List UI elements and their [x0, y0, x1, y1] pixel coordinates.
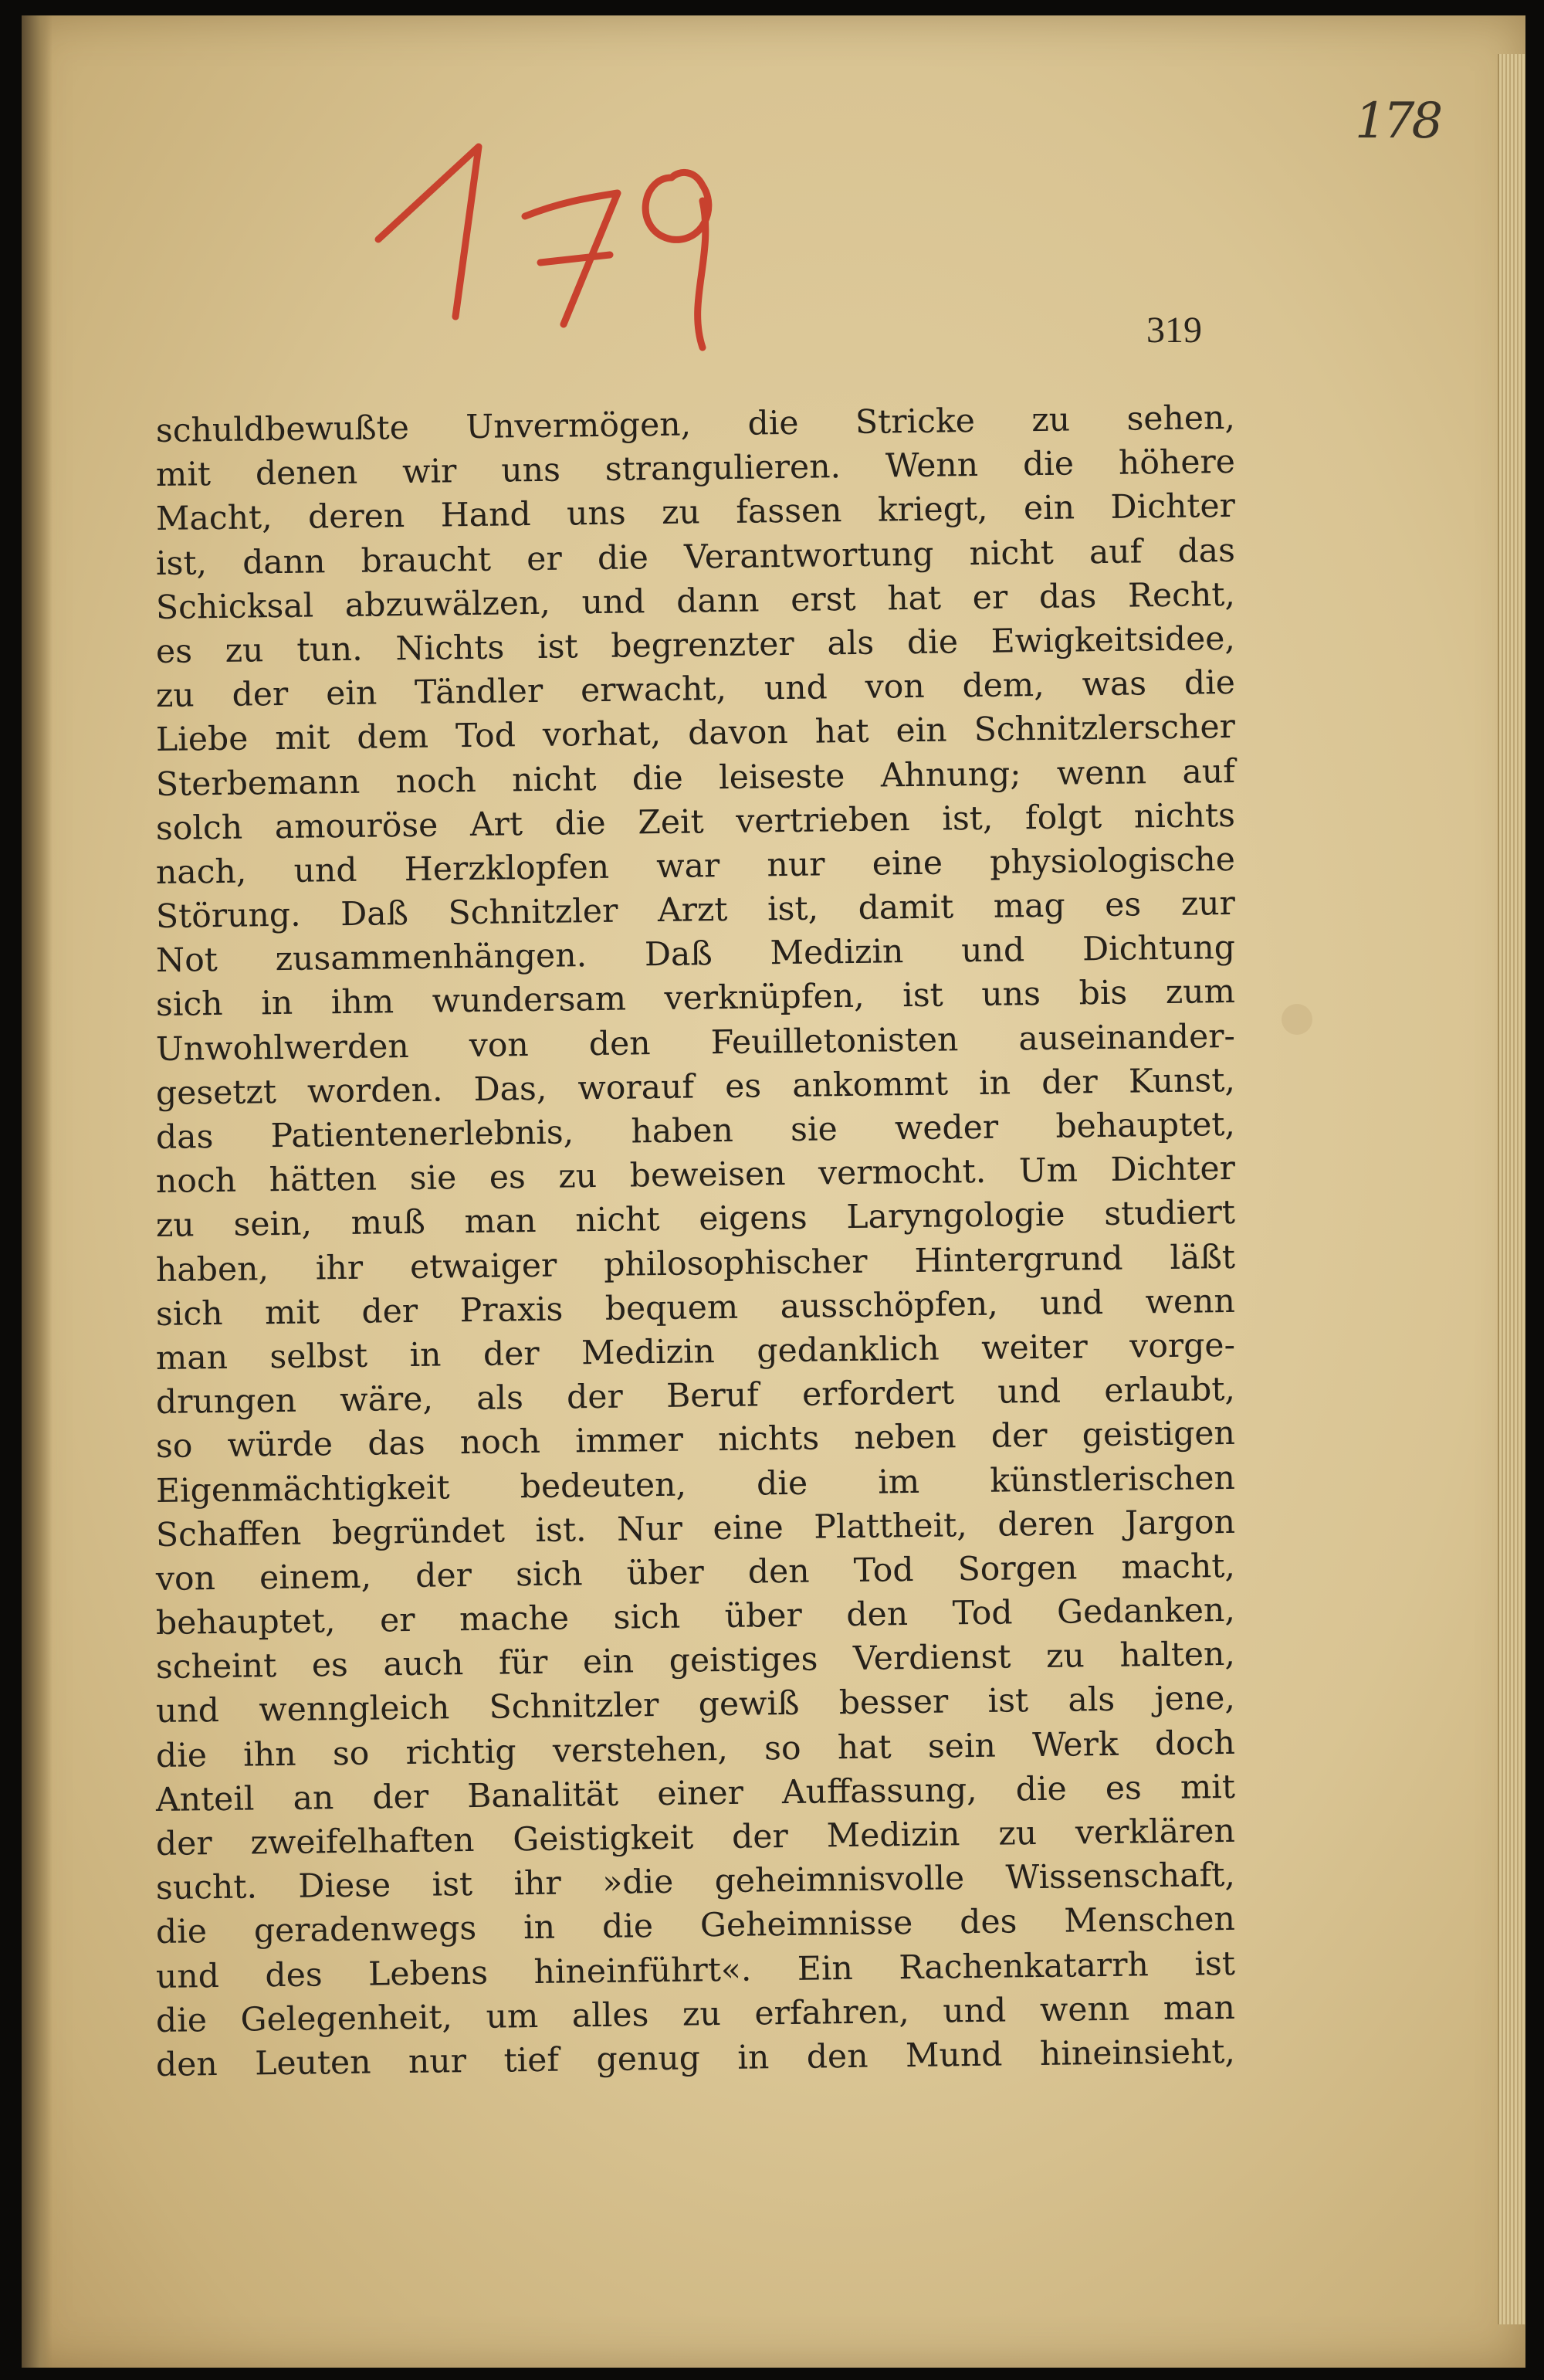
text-line: Liebe mit dem Tod vorhat, davon hat ein Schnitzlerscher: [155, 708, 1236, 760]
folio-digit-seven-bar: [540, 255, 610, 263]
text-line: Anteil an der Banalität einer Auffassung, die es mit: [155, 1768, 1236, 1819]
page-number: 319: [1146, 310, 1202, 351]
text-line: und wenngleich Schnitzler gewiß besser ist als jene,: [155, 1680, 1236, 1731]
text-line: gesetzt worden. Das, worauf es ankommt in der Kunst,: [155, 1061, 1236, 1113]
folio-digit-nine: [645, 172, 709, 348]
pencil-folio: 178: [1355, 93, 1441, 150]
body-text: [155, 398, 1236, 2087]
folio-digit-one: [378, 147, 479, 317]
text-line: sucht. Diese ist ihr »die geheimnisvolle Wissenschaft,: [155, 1856, 1236, 1908]
text-line: es zu tun. Nichts ist begrenzter als die Ewigkeitsidee,: [155, 619, 1236, 671]
text-line: sich in ihm wundersam verknüpfen, ist uns bis zum: [155, 973, 1236, 1025]
text-line: den Leuten nur tief genug in den Mund hineinsieht,: [155, 2032, 1236, 2084]
text-line: drungen wäre, als der Beruf erfordert und erlaubt,: [155, 1371, 1236, 1422]
text-line: und des Lebens hineinführt«. Ein Rachenkatarrh ist: [155, 1944, 1236, 1996]
text-line: haben, ihr etwaiger philosophischer Hintergrund läßt: [155, 1238, 1236, 1290]
text-line: die geradenwegs in die Geheimnisse des Menschen: [155, 1900, 1236, 1952]
text-line: so würde das noch immer nichts neben der geistigen: [155, 1415, 1236, 1466]
text-line: solch amouröse Art die Zeit vertrieben ist, folgt nichts: [155, 796, 1236, 848]
binding-gutter: [22, 15, 52, 2368]
text-line: der zweifelhaften Geistigkeit der Medizin zu verklären: [155, 1812, 1236, 1863]
text-line: die ihn so richtig verstehen, so hat sein Werk doch: [155, 1724, 1236, 1775]
text-line: mit denen wir uns strangulieren. Wenn die höhere: [155, 443, 1236, 495]
page-edges: [1498, 54, 1525, 2324]
text-line: Unwohlwerden von den Feuilletonisten auseinander-: [155, 1017, 1236, 1069]
text-line: Schaffen begründet ist. Nur eine Plattheit, deren Jargon: [155, 1503, 1236, 1554]
text-line: behauptet, er mache sich über den Tod Gedanken,: [155, 1591, 1236, 1643]
text-line: Macht, deren Hand uns zu fassen kriegt, ein Dichter: [155, 487, 1236, 539]
text-line: zu der ein Tändler erwacht, und von dem, was die: [155, 664, 1236, 716]
text-line: Sterbemann noch nicht die leiseste Ahnung; wenn auf: [155, 752, 1236, 804]
text-line: man selbst in der Medizin gedanklich weiter vorge-: [155, 1326, 1236, 1378]
text-line: ist, dann braucht er die Verantwortung nicht auf das: [155, 531, 1236, 583]
paper-stain: [1282, 1004, 1312, 1035]
handwritten-folio-red: [363, 124, 795, 355]
text-line: zu sein, muß man nicht eigens Laryngologie studiert: [155, 1194, 1236, 1246]
text-line: scheint es auch für ein geistiges Verdienst zu halten,: [155, 1636, 1236, 1687]
text-line: sich mit der Praxis bequem ausschöpfen, und wenn: [155, 1282, 1236, 1334]
text-line: Eigenmächtigkeit bedeuten, die im künstlerischen: [155, 1459, 1236, 1510]
text-line: die Gelegenheit, um alles zu erfahren, und wenn man: [155, 1988, 1236, 2040]
text-line: Störung. Daß Schnitzler Arzt ist, damit mag es zur: [155, 884, 1236, 937]
text-line: nach, und Herzklopfen war nur eine physiologische: [155, 840, 1236, 892]
text-line: Not zusammenhängen. Daß Medizin und Dichtung: [155, 929, 1236, 981]
text-line: noch hätten sie es zu beweisen vermocht. Um Dichter: [155, 1150, 1236, 1202]
text-line: schuldbewußte Unvermögen, die Stricke zu sehen,: [155, 398, 1236, 450]
text-line: das Patientenerlebnis, haben sie weder behauptet,: [155, 1105, 1236, 1157]
text-line: Schicksal abzuwälzen, und dann erst hat er das Recht,: [155, 575, 1236, 627]
text-line: von einem, der sich über den Tod Sorgen macht,: [155, 1547, 1236, 1599]
